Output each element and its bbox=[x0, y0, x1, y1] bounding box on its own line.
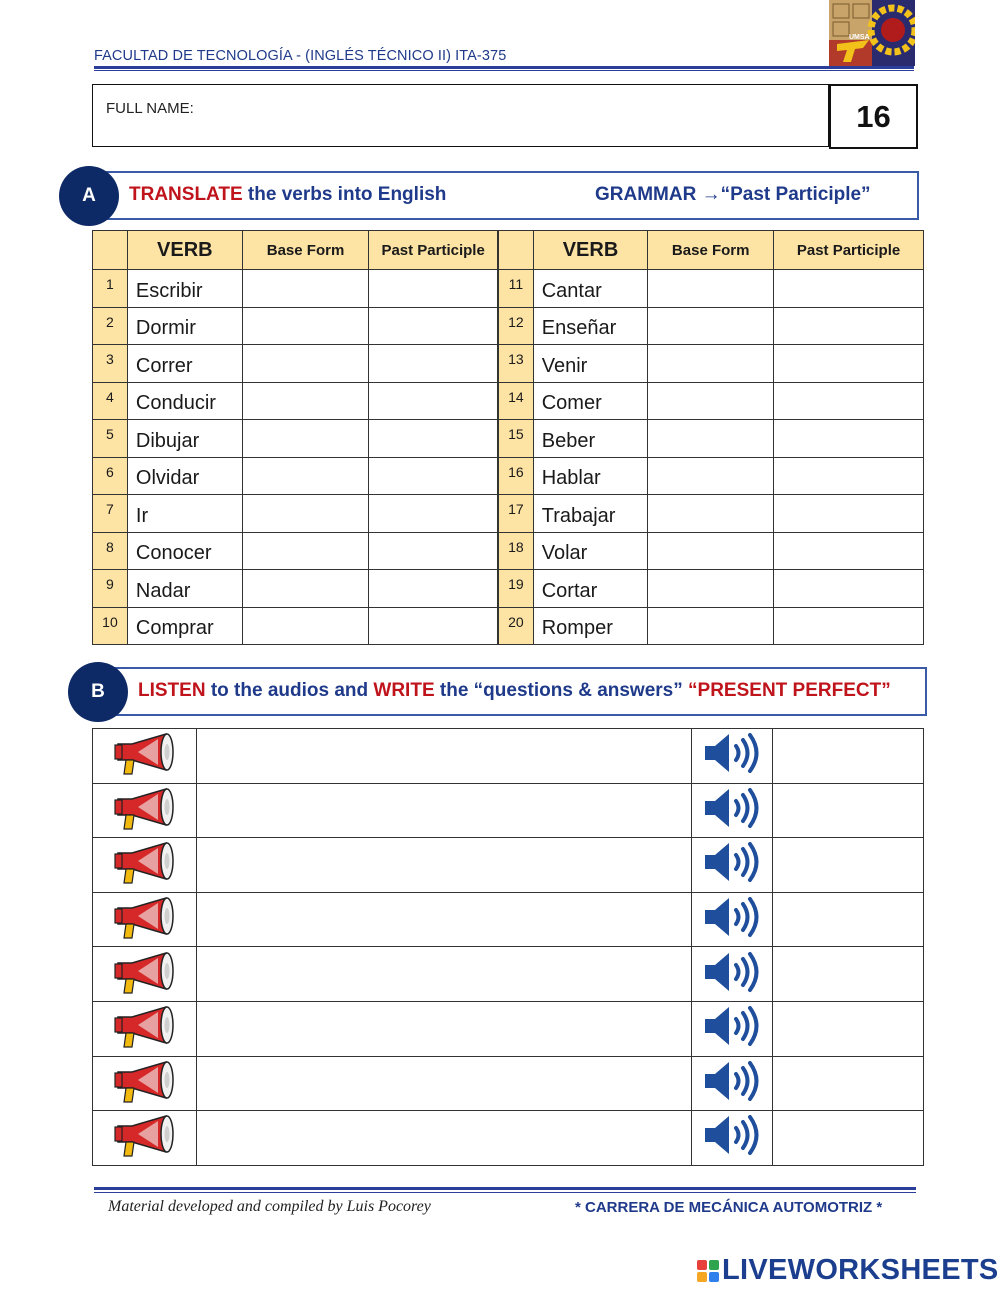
table-row bbox=[93, 495, 498, 533]
base-form-answer[interactable] bbox=[648, 270, 774, 308]
header-title: FACULTAD DE TECNOLOGÍA - (INGLÉS TÉCNICO II) ITA-375 bbox=[94, 48, 507, 64]
row-number: 3 bbox=[93, 345, 128, 383]
base-form-answer[interactable] bbox=[648, 495, 774, 533]
megaphone-icon[interactable] bbox=[93, 892, 197, 947]
row-number: 19 bbox=[499, 570, 534, 608]
spanish-verb: Conocer bbox=[127, 532, 242, 570]
past-participle-answer[interactable] bbox=[774, 420, 924, 458]
brand-name: LIVEWORKSHEETS bbox=[722, 1254, 999, 1286]
question-answer-input[interactable] bbox=[196, 1001, 691, 1056]
spanish-verb: Comprar bbox=[127, 607, 242, 645]
speaker-icon[interactable] bbox=[692, 892, 773, 947]
table-row bbox=[499, 532, 924, 570]
table-row bbox=[93, 1001, 924, 1056]
table-row bbox=[499, 270, 924, 308]
past-participle-answer[interactable] bbox=[369, 570, 498, 608]
megaphone-icon[interactable] bbox=[93, 947, 197, 1002]
answer-input[interactable] bbox=[773, 838, 924, 893]
past-participle-answer[interactable] bbox=[369, 382, 498, 420]
base-form-answer[interactable] bbox=[242, 345, 369, 383]
spanish-verb: Venir bbox=[533, 345, 648, 383]
base-form-answer[interactable] bbox=[648, 607, 774, 645]
past-participle-answer[interactable] bbox=[369, 495, 498, 533]
table-row bbox=[93, 420, 498, 458]
past-participle-answer[interactable] bbox=[369, 270, 498, 308]
col-header-base-form: Base Form bbox=[648, 231, 774, 270]
table-row bbox=[93, 838, 924, 893]
answer-input[interactable] bbox=[773, 947, 924, 1002]
table-row bbox=[499, 307, 924, 345]
spanish-verb: Dormir bbox=[127, 307, 242, 345]
spanish-verb: Beber bbox=[533, 420, 648, 458]
verb-table-left bbox=[92, 230, 498, 645]
base-form-answer[interactable] bbox=[648, 345, 774, 383]
translate-keyword: TRANSLATE bbox=[129, 184, 243, 205]
question-answer-input[interactable] bbox=[196, 947, 691, 1002]
past-participle-answer[interactable] bbox=[774, 457, 924, 495]
past-participle-answer[interactable] bbox=[774, 382, 924, 420]
table-row bbox=[499, 420, 924, 458]
base-form-answer[interactable] bbox=[242, 495, 369, 533]
speaker-icon[interactable] bbox=[692, 947, 773, 1002]
spanish-verb: Cantar bbox=[533, 270, 648, 308]
spanish-verb: Hablar bbox=[533, 457, 648, 495]
speaker-icon[interactable] bbox=[692, 1056, 773, 1111]
question-answer-input[interactable] bbox=[196, 892, 691, 947]
speaker-icon[interactable] bbox=[692, 838, 773, 893]
row-number: 20 bbox=[499, 607, 534, 645]
megaphone-icon[interactable] bbox=[93, 1111, 197, 1166]
faculty-logo bbox=[829, 0, 915, 66]
table-row bbox=[93, 270, 498, 308]
header-rule-thin bbox=[94, 70, 914, 71]
grammar-topic-text: “Past Participle” bbox=[720, 184, 871, 205]
base-form-answer[interactable] bbox=[648, 532, 774, 570]
instruction-mid-1: to the audios and bbox=[205, 680, 374, 701]
table-row bbox=[93, 382, 498, 420]
logo-text: UMSA bbox=[849, 34, 870, 41]
section-b-badge: B bbox=[68, 662, 128, 722]
base-form-answer[interactable] bbox=[242, 307, 369, 345]
past-participle-answer[interactable] bbox=[774, 607, 924, 645]
instruction-rest: the verbs into English bbox=[242, 184, 447, 205]
past-participle-answer[interactable] bbox=[774, 495, 924, 533]
table-row bbox=[499, 495, 924, 533]
col-header-past-participle: Past Participle bbox=[369, 231, 498, 270]
section-b-instruction bbox=[138, 680, 891, 702]
past-participle-answer[interactable] bbox=[369, 607, 498, 645]
table-row bbox=[93, 1056, 924, 1111]
col-header-verb: VERB bbox=[127, 231, 242, 270]
listen-keyword: LISTEN bbox=[138, 680, 206, 701]
table-row bbox=[93, 532, 498, 570]
megaphone-icon[interactable] bbox=[93, 783, 197, 838]
table-row bbox=[93, 570, 498, 608]
megaphone-icon[interactable] bbox=[93, 1056, 197, 1111]
megaphone-icon[interactable] bbox=[93, 1001, 197, 1056]
spanish-verb: Escribir bbox=[127, 270, 242, 308]
row-number: 12 bbox=[499, 307, 534, 345]
header-rule bbox=[94, 66, 914, 69]
footer-credit: Material developed and compiled by Luis Pocorey bbox=[108, 1198, 431, 1215]
past-participle-answer[interactable] bbox=[369, 307, 498, 345]
answer-input[interactable] bbox=[773, 1056, 924, 1111]
spanish-verb: Cortar bbox=[533, 570, 648, 608]
table-row bbox=[499, 345, 924, 383]
megaphone-icon[interactable] bbox=[93, 838, 197, 893]
answer-input[interactable] bbox=[773, 892, 924, 947]
spanish-verb: Correr bbox=[127, 345, 242, 383]
listening-table bbox=[92, 728, 924, 1166]
instruction-mid-2: the “questions & answers” bbox=[434, 680, 689, 701]
row-number: 2 bbox=[93, 307, 128, 345]
section-a-badge: A bbox=[59, 166, 119, 226]
question-answer-input[interactable] bbox=[196, 783, 691, 838]
grammar-topic bbox=[595, 184, 871, 206]
base-form-answer[interactable] bbox=[648, 420, 774, 458]
table-row bbox=[93, 607, 498, 645]
table-row bbox=[93, 307, 498, 345]
liveworksheets-brand[interactable] bbox=[697, 1254, 999, 1287]
answer-input[interactable] bbox=[773, 1001, 924, 1056]
base-form-answer[interactable] bbox=[242, 457, 369, 495]
spanish-verb: Romper bbox=[533, 607, 648, 645]
row-number: 17 bbox=[499, 495, 534, 533]
past-participle-answer[interactable] bbox=[774, 532, 924, 570]
present-perfect-keyword: “PRESENT PERFECT” bbox=[688, 680, 891, 701]
col-header-past-participle: Past Participle bbox=[774, 231, 924, 270]
row-number: 15 bbox=[499, 420, 534, 458]
section-a-instruction bbox=[129, 184, 446, 206]
row-number: 1 bbox=[93, 270, 128, 308]
row-number: 16 bbox=[499, 457, 534, 495]
past-participle-answer[interactable] bbox=[369, 345, 498, 383]
table-row bbox=[93, 345, 498, 383]
col-header-verb: VERB bbox=[533, 231, 648, 270]
col-header-base-form: Base Form bbox=[242, 231, 369, 270]
past-participle-answer[interactable] bbox=[774, 270, 924, 308]
answer-input[interactable] bbox=[773, 783, 924, 838]
table-row bbox=[93, 457, 498, 495]
base-form-answer[interactable] bbox=[242, 570, 369, 608]
spanish-verb: Ir bbox=[127, 495, 242, 533]
full-name-field[interactable] bbox=[92, 84, 829, 147]
row-number: 4 bbox=[93, 382, 128, 420]
full-name-label: FULL NAME: bbox=[106, 100, 194, 117]
table-row bbox=[93, 947, 924, 1002]
base-form-answer[interactable] bbox=[242, 270, 369, 308]
base-form-answer[interactable] bbox=[648, 382, 774, 420]
row-number: 13 bbox=[499, 345, 534, 383]
spanish-verb: Conducir bbox=[127, 382, 242, 420]
speaker-icon[interactable] bbox=[692, 1111, 773, 1166]
table-row bbox=[93, 729, 924, 784]
speaker-icon[interactable] bbox=[692, 783, 773, 838]
past-participle-answer[interactable] bbox=[774, 345, 924, 383]
table-row bbox=[499, 570, 924, 608]
spanish-verb: Nadar bbox=[127, 570, 242, 608]
past-participle-answer[interactable] bbox=[369, 420, 498, 458]
table-row bbox=[93, 892, 924, 947]
base-form-answer[interactable] bbox=[648, 307, 774, 345]
spanish-verb: Volar bbox=[533, 532, 648, 570]
footer-rule-thin bbox=[94, 1192, 916, 1193]
brand-tiles-icon bbox=[697, 1260, 719, 1282]
score-box: 16 bbox=[829, 84, 918, 149]
spanish-verb: Comer bbox=[533, 382, 648, 420]
spanish-verb: Dibujar bbox=[127, 420, 242, 458]
footer-career: * CARRERA DE MECÁNICA AUTOMOTRIZ * bbox=[575, 1199, 883, 1216]
row-number: 6 bbox=[93, 457, 128, 495]
answer-input[interactable] bbox=[773, 1111, 924, 1166]
row-number: 8 bbox=[93, 532, 128, 570]
arrow-right-icon: → bbox=[701, 184, 721, 205]
base-form-answer[interactable] bbox=[242, 382, 369, 420]
past-participle-answer[interactable] bbox=[774, 307, 924, 345]
verb-table-right bbox=[498, 230, 924, 645]
row-number: 5 bbox=[93, 420, 128, 458]
base-form-answer[interactable] bbox=[242, 420, 369, 458]
question-answer-input[interactable] bbox=[196, 729, 691, 784]
table-row bbox=[499, 457, 924, 495]
spanish-verb: Enseñar bbox=[533, 307, 648, 345]
footer-rule bbox=[94, 1187, 916, 1190]
spanish-verb: Olvidar bbox=[127, 457, 242, 495]
row-number: 11 bbox=[499, 270, 534, 308]
megaphone-icon[interactable] bbox=[93, 729, 197, 784]
table-row bbox=[93, 783, 924, 838]
question-answer-input[interactable] bbox=[196, 1056, 691, 1111]
grammar-label: GRAMMAR bbox=[595, 184, 697, 205]
past-participle-answer[interactable] bbox=[774, 570, 924, 608]
write-keyword: WRITE bbox=[373, 680, 435, 701]
question-answer-input[interactable] bbox=[196, 1111, 691, 1166]
base-form-answer[interactable] bbox=[648, 457, 774, 495]
base-form-answer[interactable] bbox=[648, 570, 774, 608]
table-row bbox=[93, 1111, 924, 1166]
past-participle-answer[interactable] bbox=[369, 532, 498, 570]
question-answer-input[interactable] bbox=[196, 838, 691, 893]
row-number: 9 bbox=[93, 570, 128, 608]
row-number: 18 bbox=[499, 532, 534, 570]
spanish-verb: Trabajar bbox=[533, 495, 648, 533]
table-row bbox=[499, 382, 924, 420]
row-number: 14 bbox=[499, 382, 534, 420]
base-form-answer[interactable] bbox=[242, 532, 369, 570]
past-participle-answer[interactable] bbox=[369, 457, 498, 495]
speaker-icon[interactable] bbox=[692, 1001, 773, 1056]
row-number: 7 bbox=[93, 495, 128, 533]
table-row bbox=[499, 607, 924, 645]
speaker-icon[interactable] bbox=[692, 729, 773, 784]
row-number: 10 bbox=[93, 607, 128, 645]
answer-input[interactable] bbox=[773, 729, 924, 784]
base-form-answer[interactable] bbox=[242, 607, 369, 645]
